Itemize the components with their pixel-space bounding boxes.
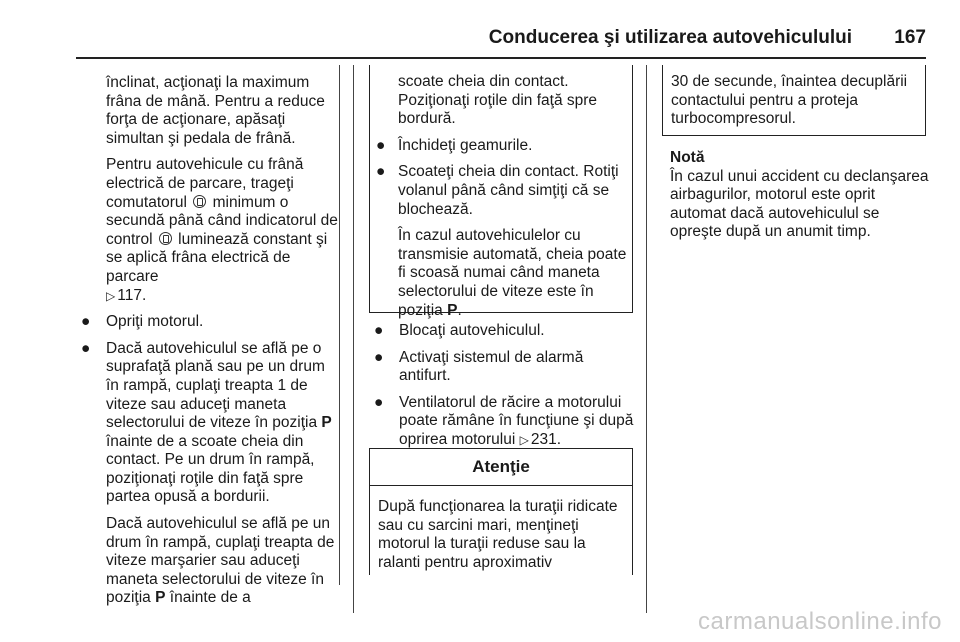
warning-body: După funcţionarea la turaţii ridicate sau cu sarcini mari, menţineţi motorul la turaţii reduse sau la ralanti pentru aproximativ	[378, 498, 618, 571]
parking-brake-icon	[159, 232, 172, 245]
bullet-icon: ●	[374, 322, 384, 339]
bullet-icon: ●	[376, 136, 386, 154]
paragraph: scoate cheia din contact. Poziţionaţi roţile din faţă spre bordură.	[398, 73, 598, 128]
page-reference-icon: ▷	[519, 432, 529, 447]
page-reference[interactable]: 117.	[117, 286, 147, 304]
column-2	[369, 322, 637, 458]
column-divider-1	[339, 65, 340, 585]
parking-brake-icon	[193, 195, 206, 208]
bullet-icon: ●	[374, 348, 384, 366]
paragraph: înclinat, acţionaţi la maximum frâna de mână. Pentru a reduce forţa de acţionare, apăsaţi simultan şi pedala de frână.	[106, 74, 325, 147]
bullet-icon: ●	[376, 163, 386, 181]
list-item: ● Ventilatorul de răcire a motorului poate rămâne în funcţiune şi după oprirea motorului ▷ 231.	[374, 393, 634, 448]
page-title: Conducerea şi utilizarea autovehiculului	[488, 27, 852, 48]
list-item: ● Dacă autovehiculul se află pe o suprafaţă plană sau pe un drum în rampă, cuplaţi treapta 1 de viteze sau aduceţi maneta selectorului de viteze în poziţia P înainte de a scoate cheia din contact. Pe un drum în rampă, poziţionaţi roţile din faţă spre partea opusă a bordurii. Dacă autovehiculul se află pe un drum în rampă, cuplaţi treapta de viteze marşarier sau aduceţi maneta selectorului de viteze în poziţia P înainte de a	[81, 339, 335, 607]
list-item: ● Scoateţi cheia din contact. Rotiţi volanul până când simţiţi că se blochează. În cazul autovehiculelor cu transmisie automată, cheia poate fi scoasă numai când maneta selectorului de viteze este în poziţia P.	[376, 163, 627, 319]
page-reference-icon: ▷	[106, 288, 116, 303]
list-item: ● Activaţi sistemul de alarmă antifurt.	[374, 348, 584, 385]
list-item: ● Închideţi geamurile.	[376, 136, 533, 154]
continued-warning-box	[369, 65, 633, 319]
bullet-icon: ●	[81, 339, 91, 357]
page-number: 167	[894, 27, 926, 48]
warning-title: Atenţie	[370, 449, 632, 486]
page-header	[0, 25, 960, 55]
list-item: ● Opriţi motorul.	[81, 313, 204, 331]
bullet-icon: ●	[81, 313, 91, 331]
note-body: În cazul unui accident cu declanşarea airbagurilor, motorul este oprit automat dacă autovehiculul se opreşte după un anumit timp.	[670, 167, 929, 241]
header-rule	[76, 57, 926, 59]
column-1	[76, 74, 338, 616]
note-title: Notă	[670, 149, 705, 166]
warning-box	[369, 448, 633, 575]
column-3	[670, 149, 932, 242]
list-item: ● Blocaţi autovehiculul.	[374, 322, 545, 339]
column-divider-3	[646, 65, 647, 613]
continued-warning-box	[662, 65, 926, 136]
bullet-icon: ●	[374, 393, 384, 411]
column-divider-2	[353, 65, 354, 613]
watermark: carmanualsonline.info	[698, 608, 942, 635]
warning-body: 30 de secunde, înaintea decuplării contactului pentru a proteja turbocompresorul.	[671, 73, 908, 128]
page-reference[interactable]: 231.	[530, 430, 562, 448]
paragraph: Pentru autovehicule cu frână electrică de parcare, trageţi comutatorul minimum o secundă până când indicatorul de control luminează constant şi se aplică frâna electrică de parcare ▷ 117.	[106, 156, 338, 304]
